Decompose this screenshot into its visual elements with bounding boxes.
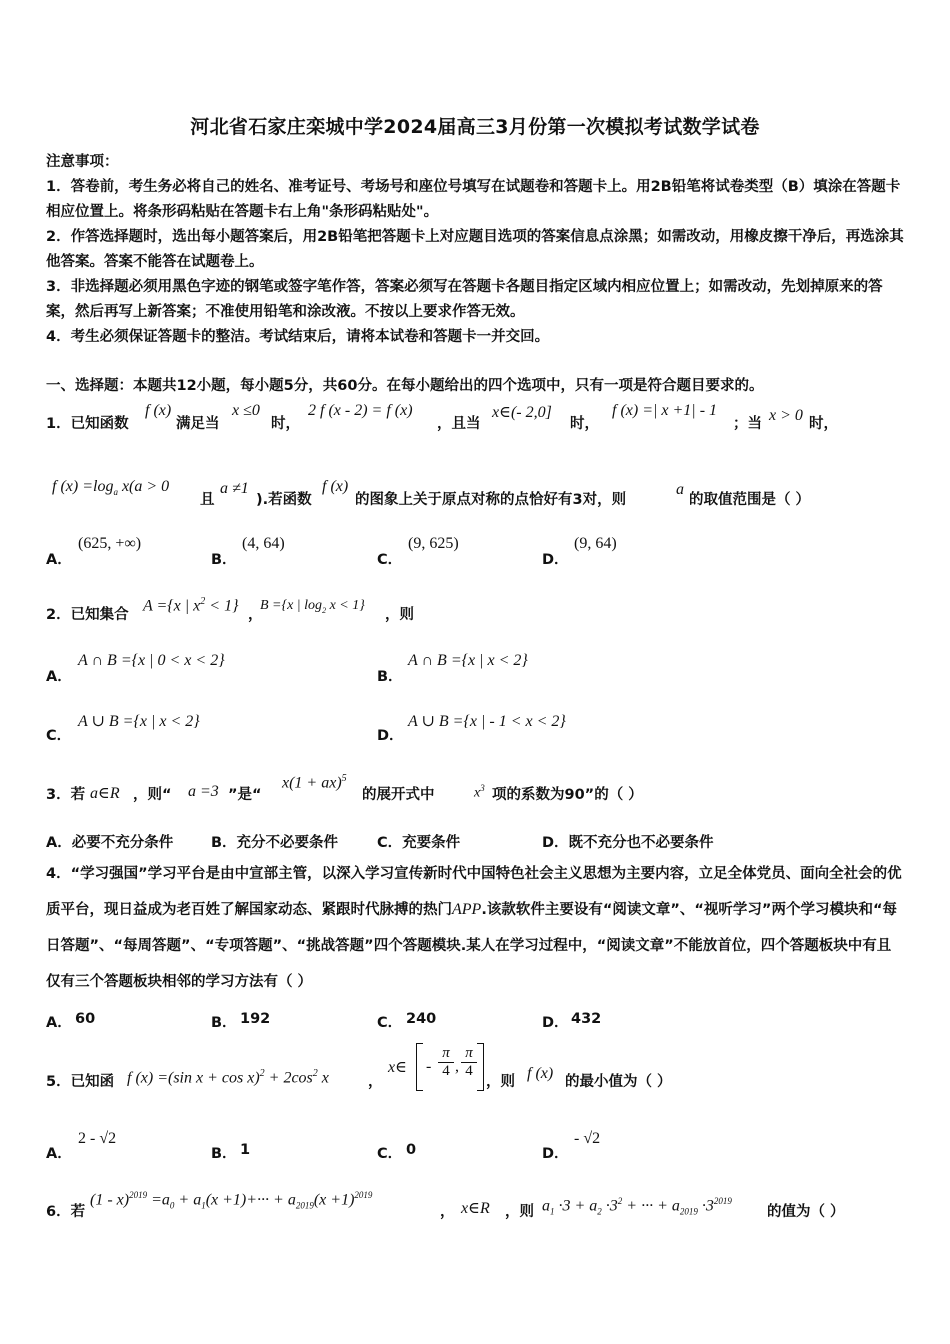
q4-option-c: 240 [406,1011,437,1027]
q6-comma: ， [440,1204,455,1220]
q6-text-3: 的值为（ ） [767,1204,845,1220]
q5-interval-left-bracket [416,1043,423,1091]
q5-frac-1: $\frac{\pi}{4}$ [438,1045,454,1080]
q5-frac-2: $\frac{\pi}{4}$ [461,1045,477,1080]
q5-text-1: 5．已知函 [46,1074,115,1090]
q1-math-8: a ≠1 [220,480,249,497]
q3-text-5: 项的系数为90”的（ ） [492,787,643,803]
q4-app: APP [452,901,482,918]
q2-option-b-label: B． [377,669,403,685]
question-4-text: 4．“学习强国”学习平台是由中宣部主管，以深入学习宣传新时代中国特色社会主义思想为主要内容，立足全体党员、面向全社会的优质平台，现日益成为老百姓了解国家动态、紧跟时代脉搏的热门APP.该款软件主要设有“阅读文章”、“视听学习”两个学习模块和“每日答题”、“每周答题”、“专项答题”、“挑战答题”四个答题模块.某人在学习过程中，“阅读文章”不能放首位，四个答题板块中有且仅有三个答题板块相邻的学习方法有（ ） [46,866,902,990]
q5-interval-right-bracket [477,1043,484,1091]
q1-math-3: 2 f (x - 2) = f (x) [308,402,413,419]
q1-math-1: f (x) [145,402,172,419]
q1-text-4: ，且当 [437,416,481,432]
q4-option-b-label: B． [211,1015,237,1031]
q5-option-c-label: C． [377,1146,403,1162]
q3-math-2: a =3 [188,783,219,800]
q2-option-d: A ∪ B ={x | - 1 < x < 2} [408,713,566,730]
q2-text-2: ，则 [385,607,414,623]
q4-option-c-label: C． [377,1015,403,1031]
section-heading: 一、选择题：本题共12小题，每小题5分，共60分。在每小题给出的四个选项中，只有一项是符合题目要求的。 [46,378,764,394]
q1-math-7: f $(x) =\log_a$ x(a > 0 [52,478,170,498]
q2-math-1: A ={x | $x^2 < 1$} [143,596,239,615]
q2-option-d-label: D． [377,728,404,744]
q5-text-3: 的最小值为（ ） [565,1074,672,1090]
q3-text-3: ”是“ [228,787,262,803]
q5-option-b: 1 [240,1142,251,1158]
notice-item-2: 2．作答选择题时，选出每小题答案后，用2B铅笔把答题卡上对应题目选项的答案信息点涂黑；如需改动，用橡皮擦干净后，再选涂其他答案。答案不能答在试题卷上。 [46,229,904,270]
q1-text-1: 1．已知函数 [46,416,129,432]
q2-option-a-label: A． [46,669,72,685]
q1-math-10: a [676,481,684,498]
q4-option-a-label: A． [46,1015,72,1031]
q3-text-2: ，则“ [133,787,172,803]
notice-item-3: 3．非选择题必须用黑色字迹的钢笔或签字笔作答，答案必须写在答题卡各题目指定区域内相应位置上；如需改动，先划掉原来的答案，然后再写上新答案；不准使用铅笔和涂改液。不按以上要求作答无效。 [46,279,883,320]
q5-option-c: 0 [406,1142,417,1158]
q1-option-d: (9, 64) [574,535,617,552]
q3-option-d: D．既不充分也不必要条件 [542,835,714,851]
q5-math-2a: x∈ [388,1059,407,1076]
q1-option-c-label: C． [377,552,403,568]
q1-option-c: (9, 625) [408,535,459,552]
q1-text-11: 的取值范围是（ ） [689,492,811,508]
q3-option-a: A．必要不充分条件 [46,835,174,851]
q1-math-9: f (x) [322,478,349,495]
q3-math-1: a∈R [90,785,120,802]
q1-text-9: ).若函数 [256,492,312,508]
q2-math-2: B ={x | $\log_2 x < 1$} [260,598,365,615]
q4-option-d-label: D． [542,1015,569,1031]
q1-text-6: ；当 [733,416,762,432]
q3-math-4: $x^3$ [474,783,485,801]
q4-option-d: 432 [571,1011,602,1027]
q5-math-1: f (x) =(sin $x + \cos x)^2 + 2\cos^2$ x [127,1068,329,1087]
q1-text-10: 的图象上关于原点对称的点恰好有3对，则 [355,492,627,508]
q1-math-4: x∈(- 2,0] [492,404,552,421]
q5-text-2: ，则 [486,1074,515,1090]
q1-option-a-label: A． [46,552,72,568]
q2-comma: ， [248,607,263,623]
q5-option-a: 2 - √2 [78,1130,117,1147]
q5-interval-minus: - [426,1058,432,1075]
q6-math-2: x∈R [461,1200,490,1217]
q1-option-d-label: D． [542,552,569,568]
q5-option-d: - √2 [574,1130,601,1147]
q3-text-1: 3．若 [46,787,86,803]
q2-option-c-label: C． [46,728,72,744]
q5-comma: ， [368,1074,383,1090]
q6-text-1: 6．若 [46,1204,86,1220]
q1-text-8: 且 [200,492,215,508]
q1-text-3: 时， [271,416,300,432]
q3-math-3: x(1 + ax)$^5$ [282,773,347,792]
q1-math-5: f (x) =| x +1| - 1 [612,402,718,419]
q1-text-7: 时， [809,416,838,432]
q2-option-b: A ∩ B ={x | x < 2} [408,652,528,669]
q1-math-6: x > 0 [769,407,803,424]
q1-text-2: 满足当 [176,416,220,432]
q2-option-c: A ∪ B ={x | x < 2} [78,713,200,730]
q5-math-3: f (x) [527,1065,554,1082]
q5-interval-sep: , [455,1058,459,1075]
notice-heading: 注意事项： [46,154,119,170]
q4-option-a: 60 [75,1011,96,1027]
q5-option-d-label: D． [542,1146,569,1162]
q1-option-b: (4, 64) [242,535,285,552]
q3-option-c: C．充要条件 [377,835,461,851]
q6-math-3: $a_1 \cdot 3 + a_2 \cdot 3^2$ + ··· + $a_{2019} \cdot 3^{2019}$ [542,1196,732,1217]
q5-interval [416,1043,484,1089]
page-title: 河北省石家庄栾城中学2024届高三3月份第一次模拟考试数学试卷 [190,116,760,138]
notice-item-1: 1．答卷前，考生务必将自己的姓名、准考证号、考场号和座位号填写在试题卷和答题卡上。用2B铅笔将试卷类型（B）填涂在答题卡相应位置上。将条形码粘贴在答题卡右上角"条形码粘贴处"。 [46,179,901,220]
q6-math-1: $(1 - x)^{2019} =a_0 + a_1(x +1)+\cdot\cdot\cdot + a_{2019}(x +1)^{2019}$ [90,1190,373,1211]
q3-text-4: 的展开式中 [362,787,435,803]
q6-text-2: ，则 [505,1204,534,1220]
q2-option-a: A ∩ B ={x | 0 < x < 2} [78,652,225,669]
q2-text-1: 2．已知集合 [46,607,129,623]
q1-text-5: 时， [570,416,599,432]
q1-option-a: (625, +∞) [78,535,142,552]
q5-option-b-label: B． [211,1146,237,1162]
q5-option-a-label: A． [46,1146,72,1162]
q1-option-b-label: B． [211,552,237,568]
q4-option-b: 192 [240,1011,271,1027]
q1-math-2: x ≤0 [232,402,260,419]
notice-item-4: 4．考生必须保证答题卡的整洁。考试结束后，请将本试卷和答题卡一并交回。 [46,329,550,345]
q3-option-b: B．充分不必要条件 [211,835,339,851]
